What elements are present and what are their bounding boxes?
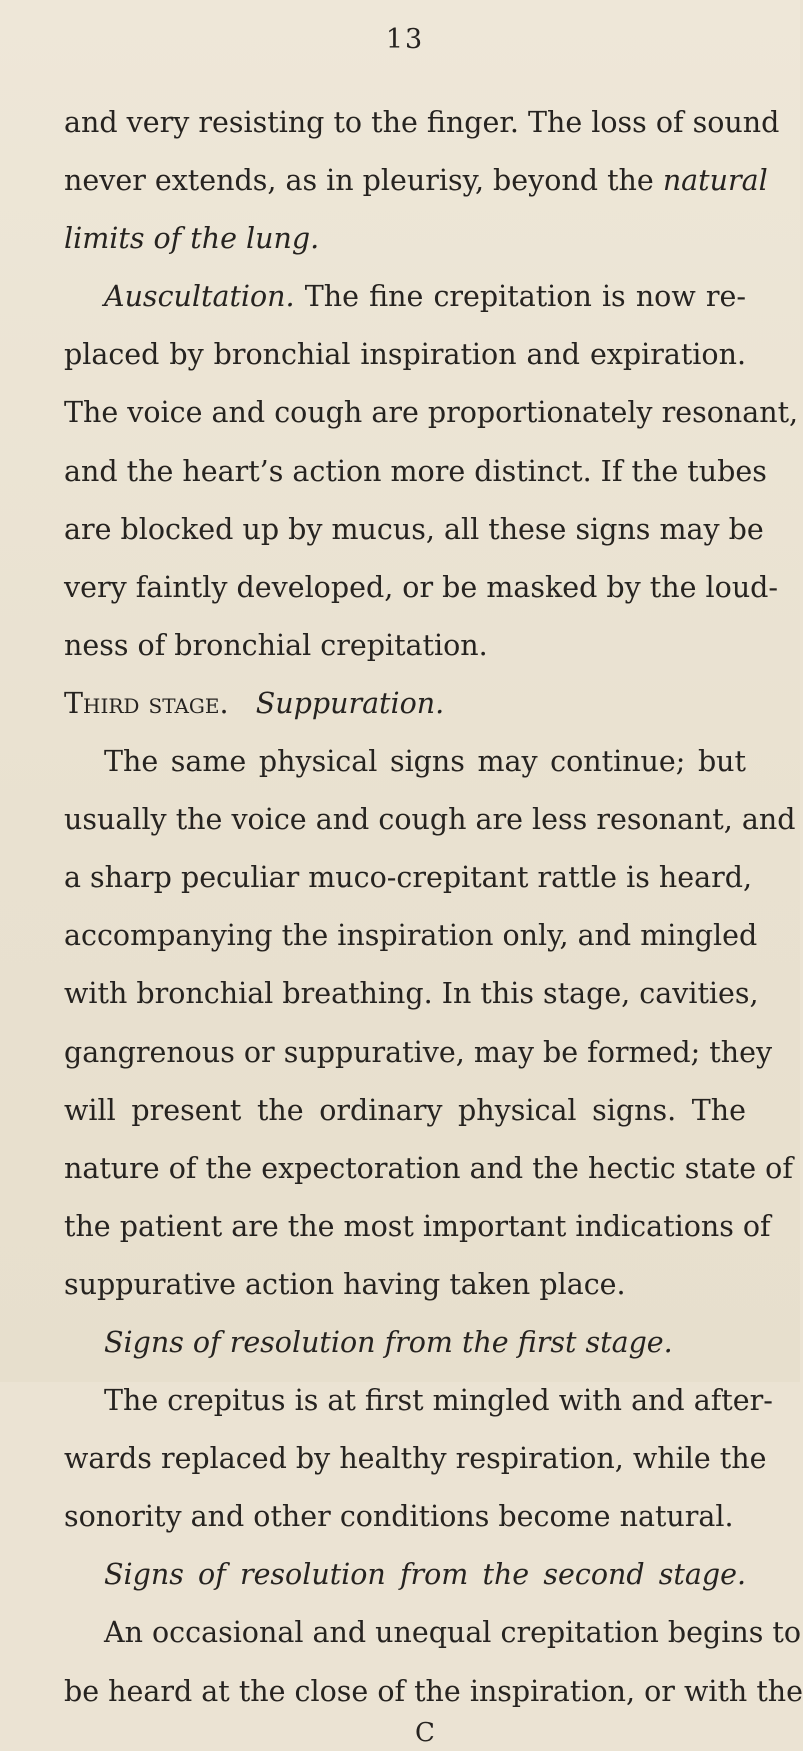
text-line: sonority and other conditions become natural. [64, 1500, 734, 1534]
text-segment: never extends, as in pleurisy, beyond the [64, 164, 663, 198]
text-segment: The fine crepitation is now re- [294, 280, 746, 314]
text-line [64, 268, 746, 326]
text-line: placed by bronchial inspiration and expiration. [64, 338, 746, 372]
signature-mark: C [415, 1717, 435, 1748]
text-line: suppurative action having taken place. [64, 1267, 626, 1301]
section-heading: Auscultation. [104, 280, 295, 314]
text-line: accompanying the inspiration only, and mingled [64, 919, 758, 953]
text-line: with bronchial breathing. In this stage, cavities, [64, 977, 759, 1011]
text-line: An occasional and unequal crepitation begins to [104, 1616, 801, 1650]
text-line: usually the voice and cough are less resonant, and [64, 803, 796, 837]
text-line: The voice and cough are proportionately resonant, [64, 396, 799, 430]
text-line: a sharp peculiar muco-crepitant rattle is heard, [64, 861, 753, 895]
section-heading-line [64, 675, 746, 733]
text-line [64, 152, 768, 210]
emphasis-text: natural [662, 164, 768, 198]
text-line: and the heart’s action more distinct. If the tubes [64, 454, 767, 488]
text-line: are blocked up by mucus, all these signs may be [64, 512, 764, 546]
page-number: 13 [385, 24, 425, 55]
text-line: ness of bronchial crepitation. [64, 628, 488, 662]
text-line: The same physical signs may continue; but [104, 745, 746, 779]
text-line: gangrenous or suppurative, may be formed; they [64, 1035, 773, 1069]
section-subheading: Suppuration. [255, 686, 445, 720]
text-line: nature of the expectoration and the hectic state of [64, 1151, 793, 1185]
text-line: will present the ordinary physical signs. The [64, 1093, 746, 1127]
section-heading: Signs of resolution from the first stage. [104, 1325, 673, 1359]
text-line: very faintly developed, or be masked by the loud- [64, 570, 779, 604]
text-line: The crepitus is at first mingled with and after- [104, 1384, 773, 1418]
text-line: wards replaced by healthy respiration, while the [64, 1442, 767, 1476]
text-line: limits of the lung. [64, 222, 320, 256]
section-heading: Signs of resolution from the second stage. [104, 1558, 746, 1592]
section-heading: Third stage. [64, 686, 229, 720]
text-line: the patient are the most important indications of [64, 1209, 771, 1243]
text-line: and very resisting to the finger. The loss of sound [64, 106, 780, 139]
text-line: be heard at the close of the inspiration, or with the [64, 1674, 803, 1708]
